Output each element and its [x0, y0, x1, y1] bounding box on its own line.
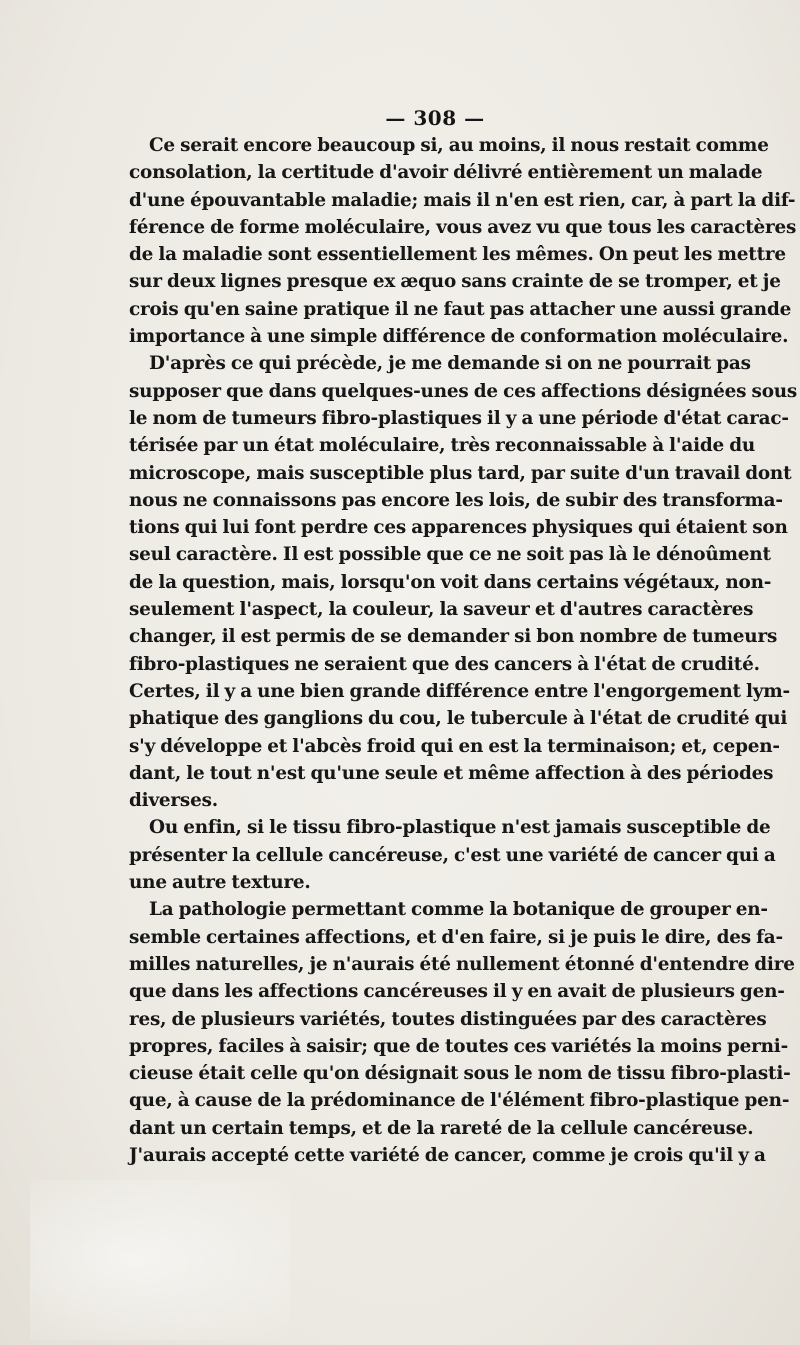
- text-line: semble certaines affections, et d'en faire, si je puis le dire, des fa-: [129, 926, 783, 948]
- text-line: res, de plusieurs variétés, toutes distinguées par des caractères: [129, 1008, 767, 1030]
- text-line: importance à une simple différence de conformation moléculaire.: [129, 326, 789, 348]
- text-line: de la maladie sont essentiellement les mêmes. On peut les mettre: [129, 244, 786, 266]
- text-line: que dans les affections cancéreuses il y en avait de plusieurs gen-: [129, 981, 785, 1003]
- text-line: dant, le tout n'est qu'une seule et même affection à des périodes: [129, 762, 774, 784]
- text-line: térisée par un état moléculaire, très reconnaissable à l'aide du: [129, 435, 756, 457]
- text-line: sur deux lignes presque ex æquo sans crainte de se tromper, et je: [129, 271, 781, 293]
- text-line: s'y développe et l'abcès froid qui en est la terminaison; et, cepen-: [129, 735, 780, 757]
- text-line: Ou enfin, si le tissu fibro-plastique n'est jamais susceptible de: [149, 817, 771, 839]
- text-line: cieuse était celle qu'on désignait sous le nom de tissu fibro-plasti-: [129, 1063, 791, 1085]
- text-line: crois qu'en saine pratique il ne faut pas attacher une aussi grande: [129, 298, 792, 320]
- text-line: une autre texture.: [129, 872, 311, 894]
- text-line: changer, il est permis de se demander si bon nombre de tumeurs: [129, 626, 778, 648]
- text-line: diverses.: [129, 790, 218, 812]
- body-text: [129, 132, 798, 1169]
- text-line: La pathologie permettant comme la botanique de grouper en-: [149, 899, 768, 921]
- text-line: Certes, il y a une bien grande différence entre l'engorgement lym-: [129, 680, 790, 702]
- text-line: d'une épouvantable maladie; mais il n'en est rien, car, à part la dif-: [129, 189, 796, 211]
- paper-stain: [30, 1180, 290, 1340]
- text-line: seulement l'aspect, la couleur, la saveur et d'autres caractères: [129, 599, 754, 621]
- text-line: le nom de tumeurs fibro-plastiques il y a une période d'état carac-: [129, 407, 789, 429]
- text-line: nous ne connaissons pas encore les lois, de subir des transforma-: [129, 489, 783, 511]
- text-line: D'après ce qui précède, je me demande si on ne pourrait pas: [149, 353, 751, 375]
- text-line: supposer que dans quelques-unes de ces affections désignées sous: [129, 380, 798, 402]
- text-line: de la question, mais, lorsqu'on voit dans certains végétaux, non-: [129, 571, 772, 593]
- text-line: que, à cause de la prédominance de l'élément fibro-plastique pen-: [129, 1090, 790, 1112]
- text-line: phatique des ganglions du cou, le tubercule à l'état de crudité qui: [129, 708, 788, 730]
- text-line: Ce serait encore beaucoup si, au moins, il nous restait comme: [149, 135, 769, 156]
- text-line: tions qui lui font perdre ces apparences physiques qui étaient son: [129, 517, 788, 539]
- text-line: microscope, mais susceptible plus tard, par suite d'un travail dont: [129, 462, 792, 484]
- page-number: — 308 —: [385, 106, 485, 130]
- text-line: propres, faciles à saisir; que de toutes ces variétés la moins perni-: [129, 1035, 789, 1057]
- text-line: fibro-plastiques ne seraient que des cancers à l'état de crudité.: [129, 653, 760, 675]
- text-line: seul caractère. Il est possible que ce ne soit pas là le dénoûment: [129, 544, 771, 566]
- text-line: dant un certain temps, et de la rareté de la cellule cancéreuse.: [129, 1117, 754, 1139]
- text-line: présenter la cellule cancéreuse, c'est une variété de cancer qui a: [129, 844, 776, 866]
- text-line: milles naturelles, je n'aurais été nullement étonné d'entendre dire: [129, 953, 795, 975]
- text-line: férence de forme moléculaire, vous avez vu que tous les caractères: [129, 216, 797, 238]
- text-line: consolation, la certitude d'avoir délivré entièrement un malade: [129, 162, 763, 184]
- text-line: J'aurais accepté cette variété de cancer, comme je crois qu'il y a: [129, 1144, 766, 1166]
